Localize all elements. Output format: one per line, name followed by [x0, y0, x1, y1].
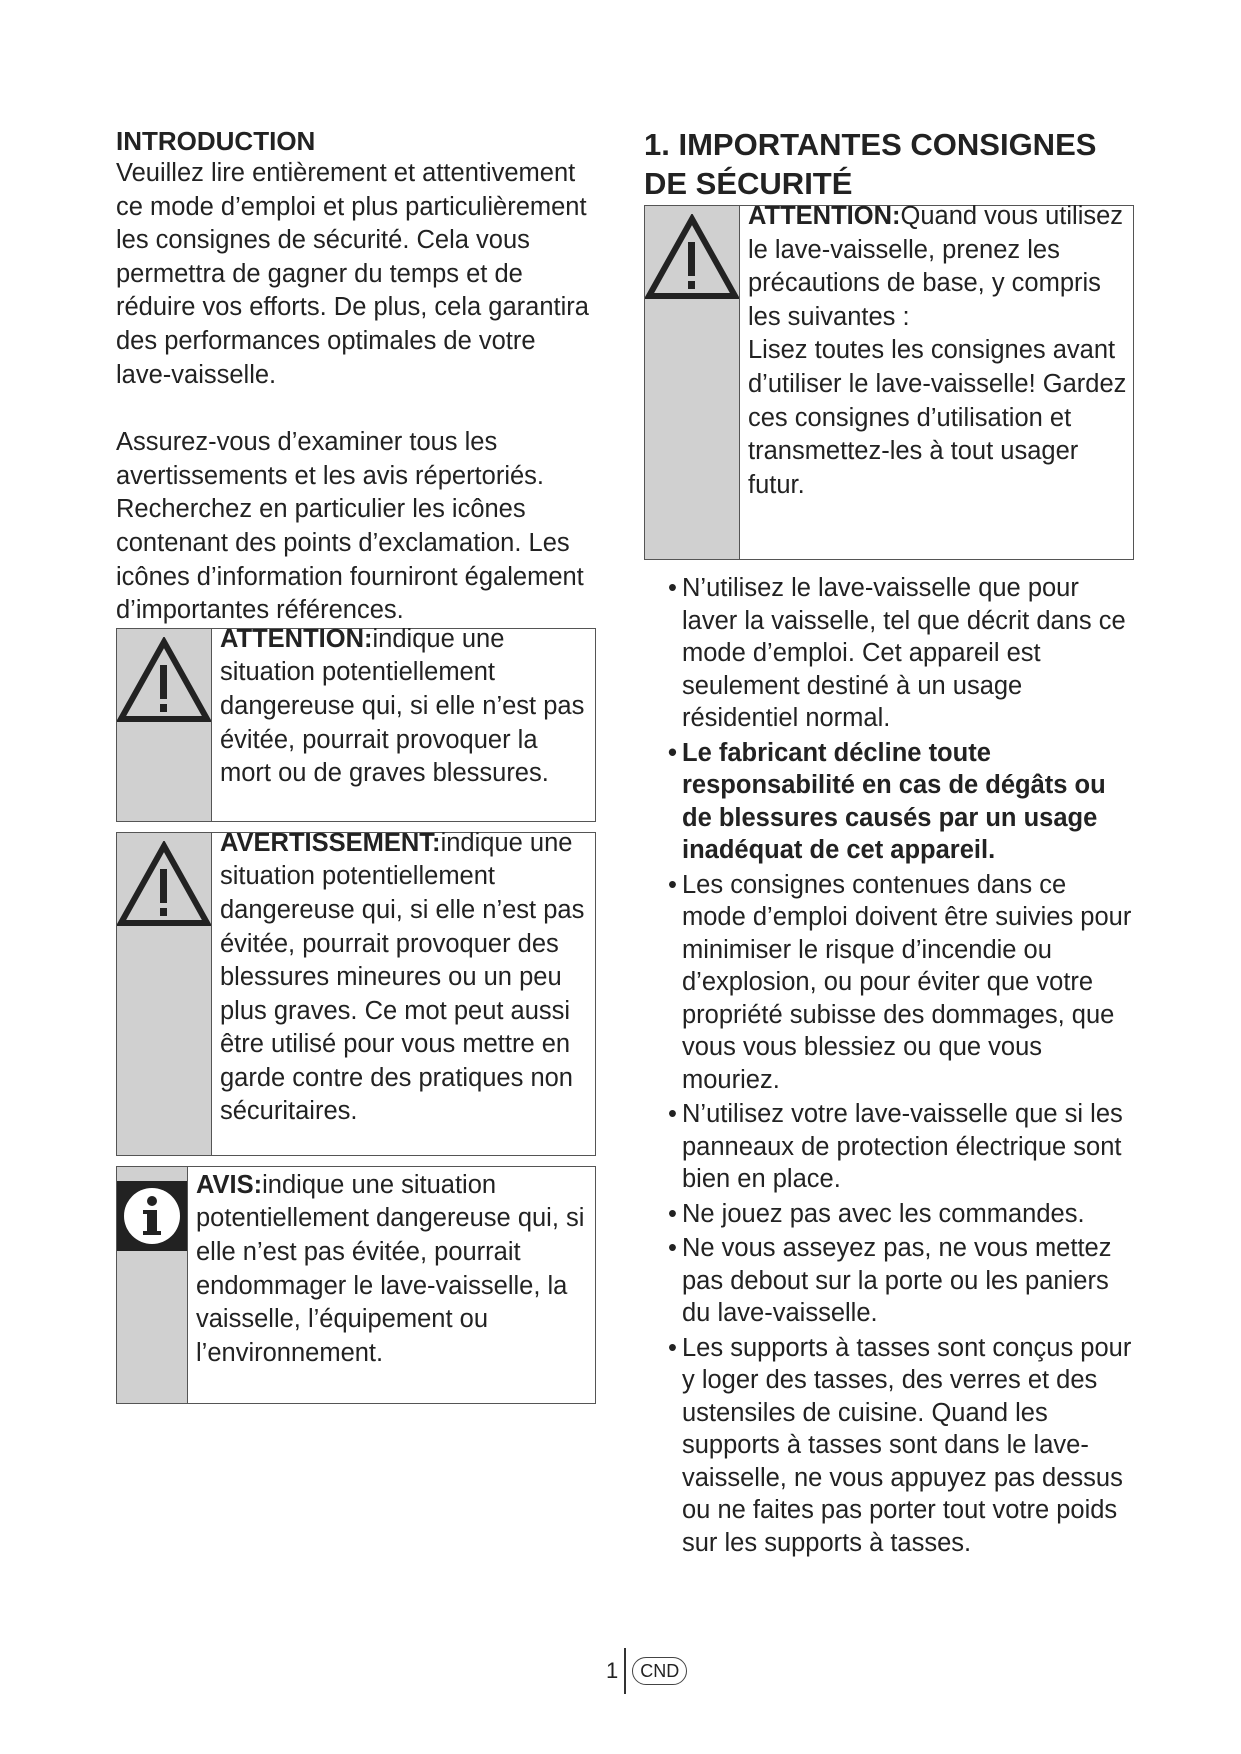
- footer-divider: [624, 1648, 626, 1694]
- attention-text: indique une situation potentiellement dangereuse qui, si elle n’est pas évitée, pourrait provoquer la mort ou de graves blessures.: [220, 624, 585, 788]
- avertissement-text: indique une situation potentiellement dangereuse qui, si elle n’est pas évitée, pourrait provoquer des blessures mineures ou un peu plus graves. Ce mot peut aussi être utilisé pour vous mettre en garde contre des pratiques non sécuritaires.: [220, 828, 585, 1126]
- list-item: • Ne vous asseyez pas, ne vous mettez pas debout sur la porte ou les paniers du lave-vaisselle.: [668, 1234, 1112, 1327]
- avis-text: indique une situation potentiellement dangereuse qui, si elle n’est pas évitée, pourrait endommager le lave-vaisselle, la vaisselle, l’équipement ou l’environnement.: [196, 1170, 585, 1367]
- warning-triangle-icon: [117, 637, 211, 723]
- list-item: • Les supports à tasses sont conçus pour y loger des tasses, des verres et des ustensiles de cuisine. Quand les supports à tasses sont dans le lave-vaisselle, ne vous appuyez pas dessus ou ne faites pas porter tout votre poids sur les supports à tasses.: [668, 1333, 1132, 1557]
- right-column: [644, 125, 1134, 1561]
- avertissement-label: AVERTISSEMENT:: [220, 828, 441, 857]
- page-number: 1: [606, 1658, 619, 1683]
- warning-triangle-icon: [645, 214, 739, 300]
- safety-attention-text: Quand vous utilisez le lave-vaisselle, prenez les précautions de base, y compris les suivantes :: [748, 202, 1124, 331]
- list-item: • Ne jouez pas avec les commandes.: [668, 1199, 1085, 1228]
- avertissement-box: [116, 828, 596, 1156]
- attention-box: [116, 624, 596, 822]
- left-column: [116, 125, 596, 1404]
- info-icon: [117, 1181, 187, 1251]
- intro-paragraph-2: Assurez-vous d’examiner tous les avertissements et les avis répertoriés. Recherchez en particulier les icônes contenant des points d’exclamation. Les icônes d’information fourniront également d’importantes références.: [116, 428, 584, 625]
- attention-label: ATTENTION:: [220, 624, 373, 653]
- list-item: • N’utilisez votre lave-vaisselle que si les panneaux de protection électrique sont bien en place.: [668, 1100, 1123, 1193]
- list-item: • Les consignes contenues dans ce mode d’emploi doivent être suivies pour minimiser le risque d’incendie ou d’explosion, ou pour éviter que votre propriété subisse des dommages, que vous vous blessiez ou que vous mouriez.: [668, 870, 1132, 1094]
- safety-attention-label: ATTENTION:: [748, 202, 901, 230]
- list-item: • Le fabricant décline toute responsabilité en cas de dégâts ou de blessures causés par un usage inadéquat de cet appareil.: [668, 738, 1106, 864]
- safety-attention-text-2: Lisez toutes les consignes avant d’utiliser le lave-vaisselle! Gardez ces consignes d’utilisation et transmettez-les à tout usager futur.: [748, 336, 1127, 499]
- region-badge: CND: [632, 1657, 687, 1685]
- avis-label: AVIS:: [196, 1170, 263, 1199]
- safety-bullet-list: [644, 572, 1134, 1559]
- warning-triangle-icon: [117, 841, 211, 927]
- page-footer: [606, 1648, 687, 1694]
- list-item: • N’utilisez le lave-vaisselle que pour laver la vaisselle, tel que décrit dans ce mode d’emploi. Cet appareil est seulement destiné à un usage résidentiel normal.: [668, 574, 1126, 732]
- section-title: 1. IMPORTANTES CONSIGNES DE SÉCURITÉ: [644, 127, 1097, 201]
- safety-attention-box: [644, 202, 1134, 560]
- intro-heading: INTRODUCTION: [116, 126, 316, 156]
- avis-box: [116, 1166, 596, 1404]
- intro-paragraph: Veuillez lire entièrement et attentivement ce mode d’emploi et plus particulièrement les consignes de sécurité. Cela vous permettra de gagner du temps et de réduire vos efforts. De plus, cela garantira des performances optimales de votre lave-vaisselle.: [116, 159, 589, 389]
